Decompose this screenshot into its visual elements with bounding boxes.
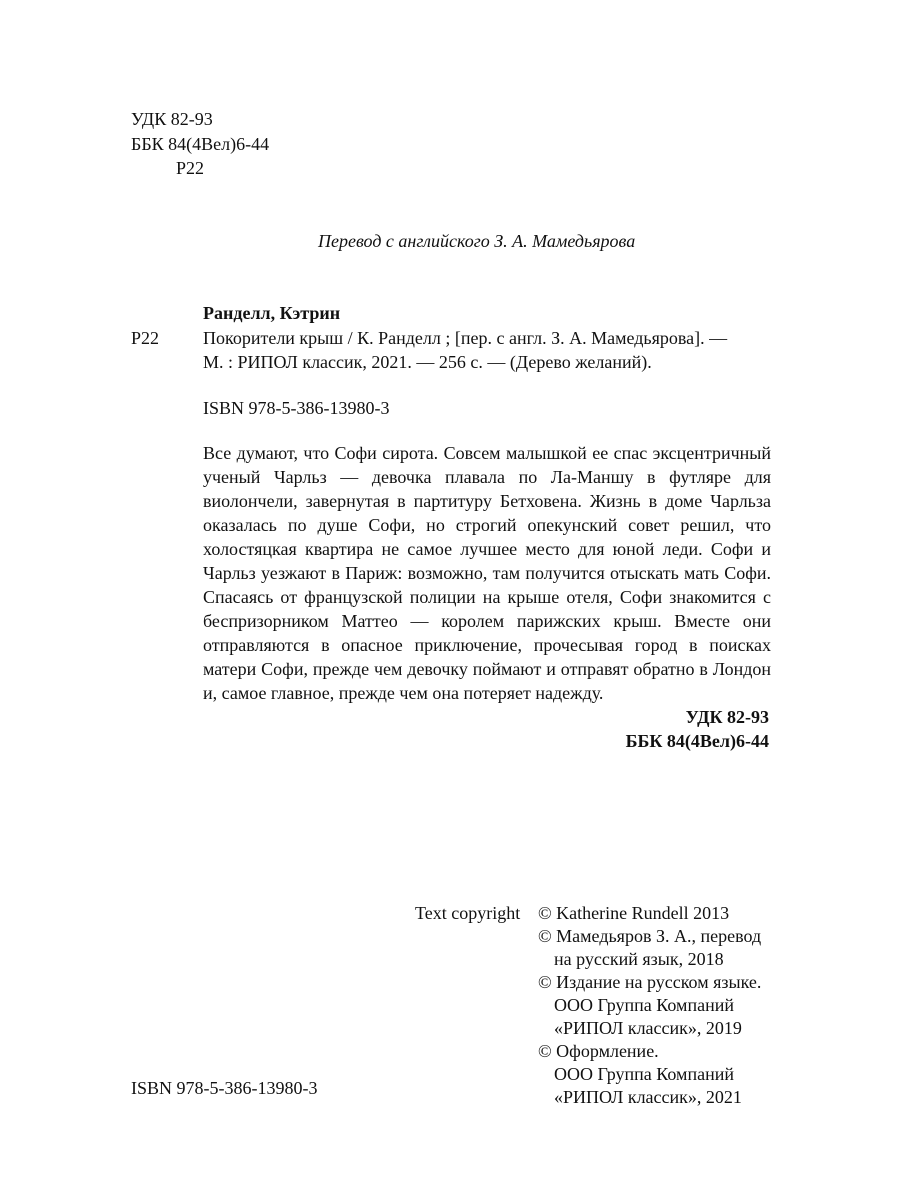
copyright-line: © Издание на русском языке.: [538, 972, 762, 992]
translation-note: Перевод с английского З. А. Мамедьярова: [318, 231, 636, 251]
author-mark: Р22: [176, 158, 205, 178]
copyright-line: на русский язык, 2018: [554, 949, 724, 969]
copyright-line: ООО Группа Компаний: [554, 1064, 734, 1084]
copyright-line: © Мамедьяров З. А., перевод: [538, 926, 762, 946]
copyright-label: Text copyright: [415, 903, 521, 923]
bib-author: Ранделл, Кэтрин: [203, 303, 341, 323]
copyright-line: © Оформление.: [538, 1041, 659, 1061]
bbk-code-bold: ББК 84(4Вел)6-44: [625, 731, 769, 751]
copyright-line: «РИПОЛ классик», 2021: [554, 1087, 742, 1107]
copyright-line: «РИПОЛ классик», 2019: [554, 1018, 742, 1038]
bib-isbn: ISBN 978-5-386-13980-3: [203, 398, 390, 418]
footer-isbn: ISBN 978-5-386-13980-3: [131, 1078, 318, 1098]
udk-code: УДК 82-93: [131, 109, 213, 129]
bib-line-2: М. : РИПОЛ классик, 2021. — 256 с. — (Дерево желаний).: [203, 352, 652, 372]
bib-author-mark: Р22: [131, 328, 160, 348]
copyright-line: © Katherine Rundell 2013: [538, 903, 730, 923]
bib-line-1: Покорители крыш / К. Ранделл ; [пер. с англ. З. А. Мамедьярова]. —: [203, 328, 728, 348]
udk-code-bold: УДК 82-93: [685, 707, 769, 727]
copyright-line: ООО Группа Компаний: [554, 995, 734, 1015]
bbk-code: ББК 84(4Вел)6-44: [131, 134, 270, 154]
annotation-paragraph: Все думают, что Софи сирота. Совсем малышкой ее спас эксцентричный ученый Чарльз — девочка плавала по Ла-Маншу в футляре для виолончели, завернутая в партитуру Бетховена. Жизнь в доме Чарльза оказалась по душе Софи, но строгий опекунский совет решил, что холостяцкая квартира не самое лучшее место для юной леди. Софи и Чарльз уезжают в Париж: возможно, там получится отыскать мать Софи. Спасаясь от французской полиции на крыше отеля, Софи знакомится с беспризорником Маттео — королем парижских крыш. Вместе они отправляются в опасное приключение, прочесывая город в поисках матери Софи, прежде чем девочку поймают и отправят обратно в Лондон и, самое главное, прежде чем она потеряет надежду.: [203, 443, 771, 703]
